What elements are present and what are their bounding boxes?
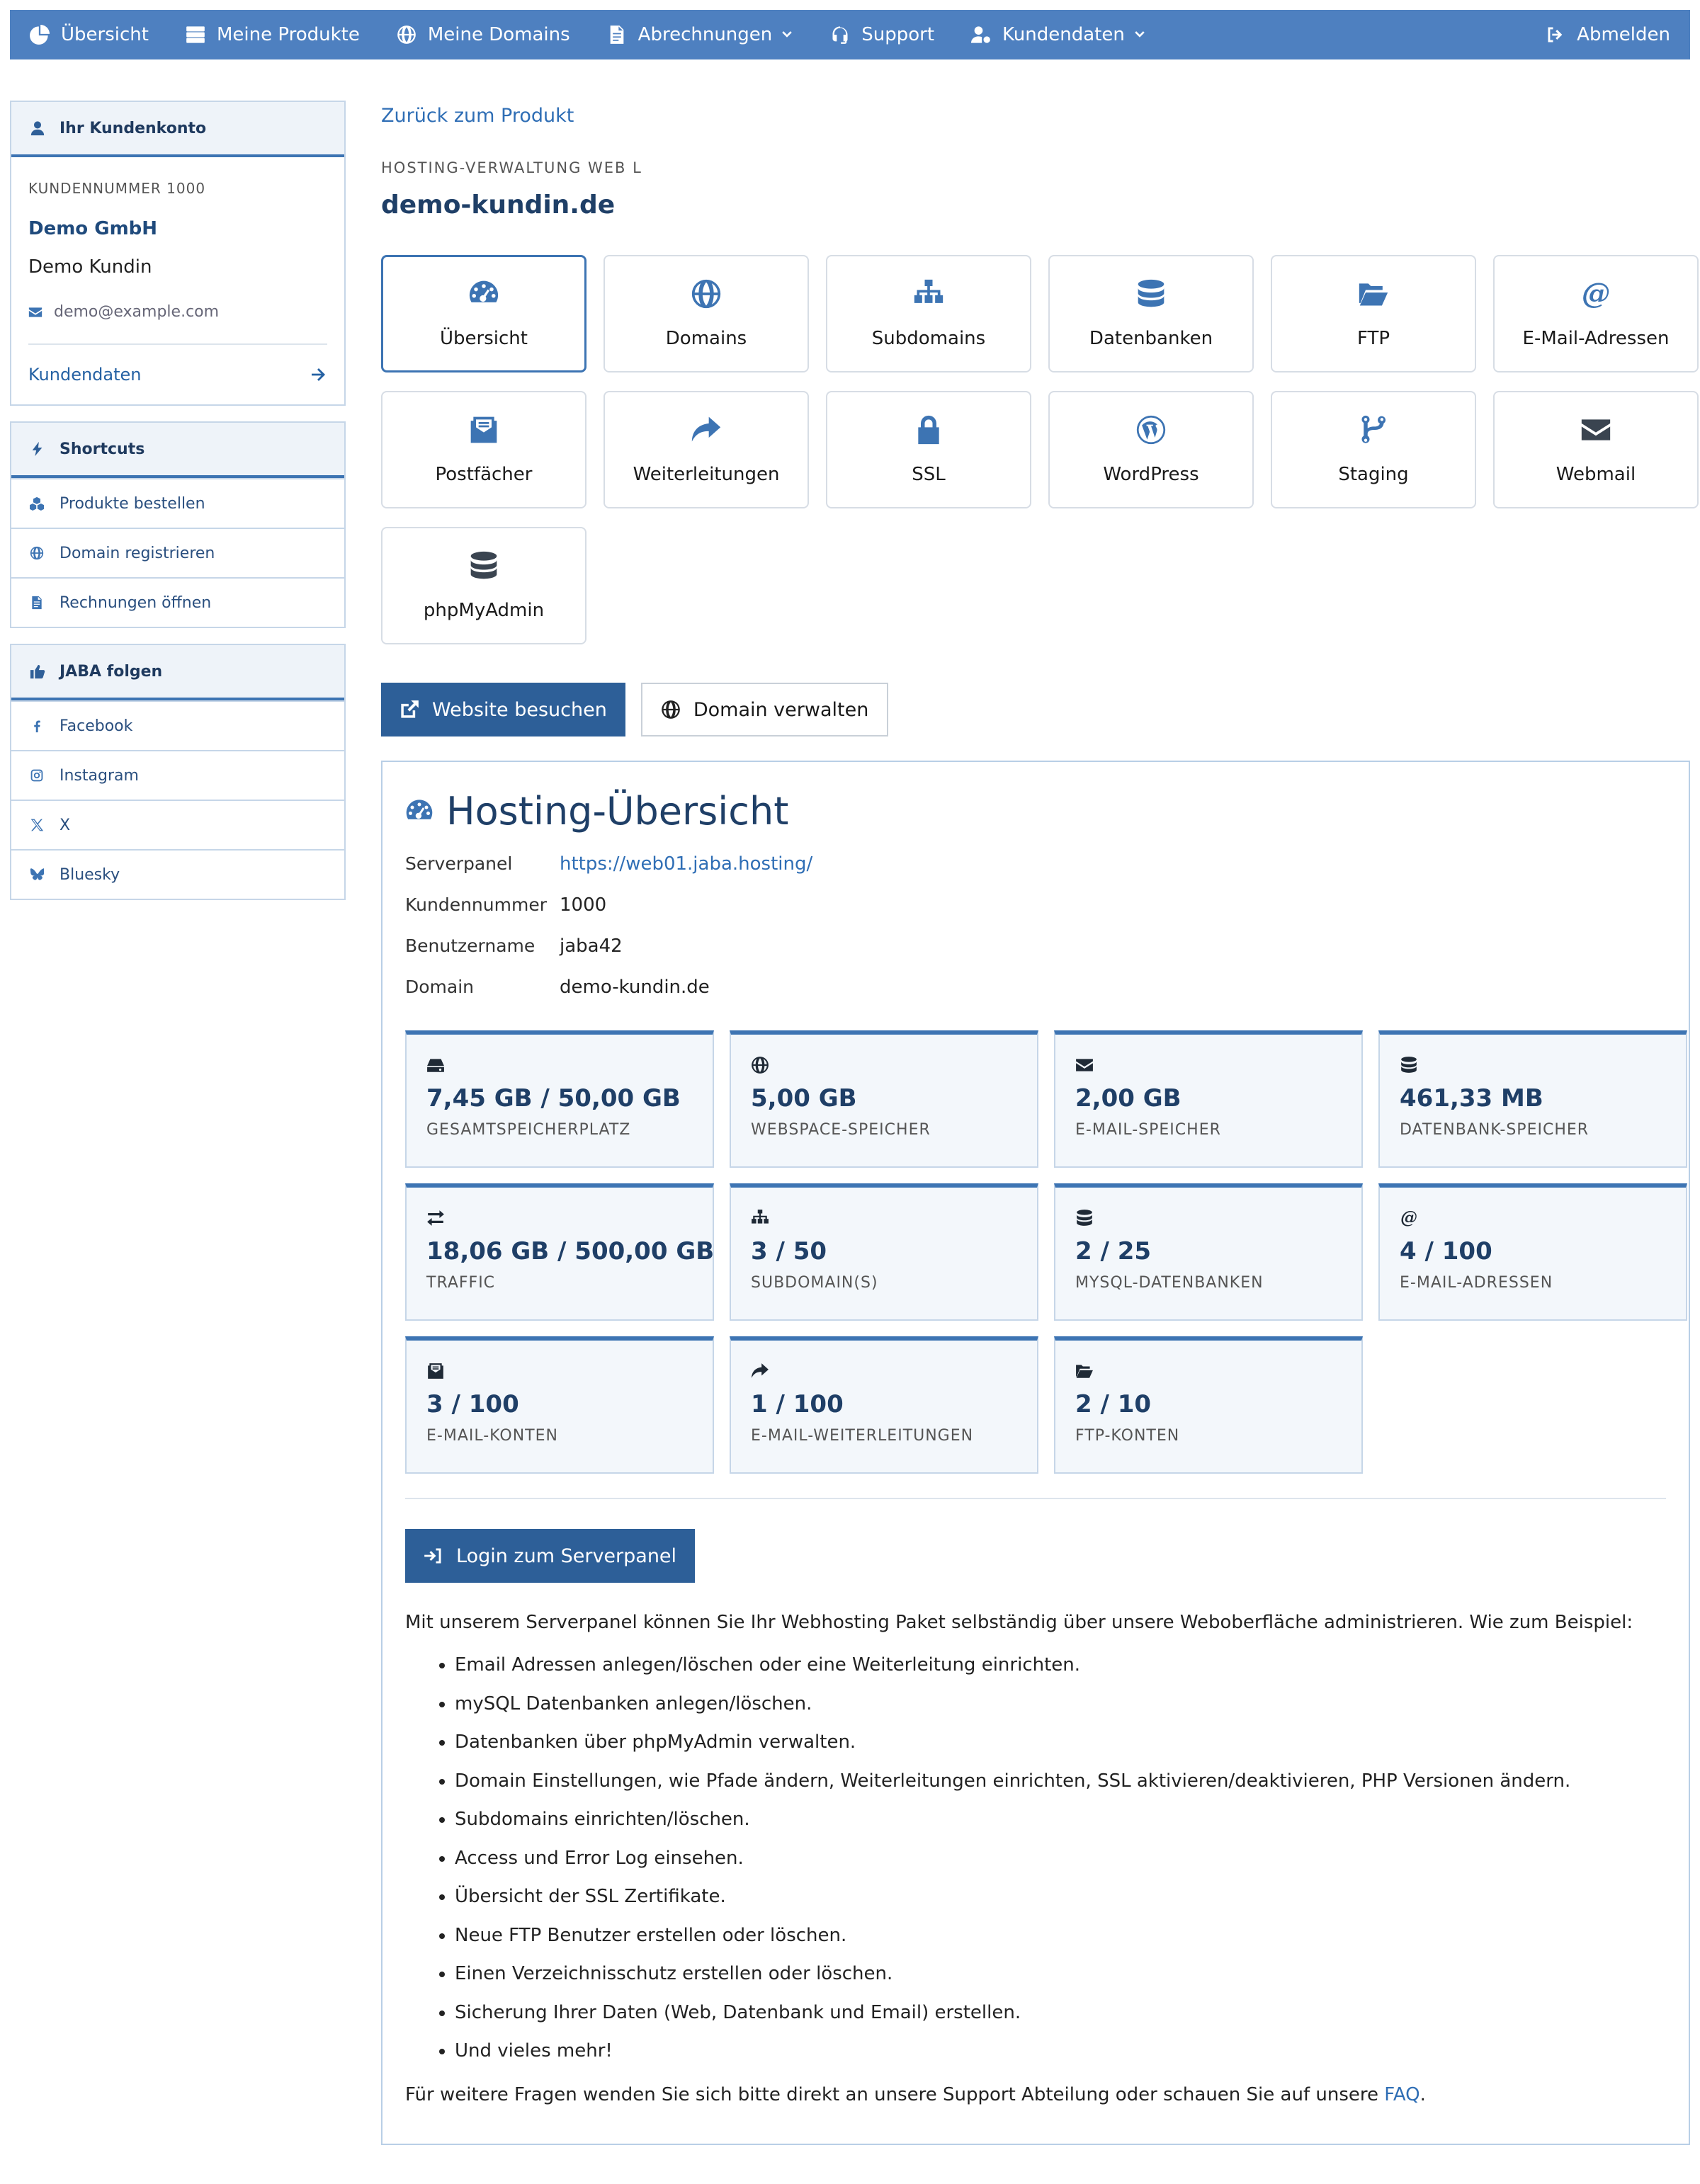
tile-label: Weiterleitungen (633, 464, 780, 485)
folder-open-icon (1075, 1362, 1094, 1380)
list-item: • Access und Error Log einsehen. (455, 1845, 1666, 1884)
nav-support[interactable] (812, 10, 953, 59)
envelope-icon (1580, 414, 1611, 445)
stat-card (730, 1336, 1038, 1474)
stat-value: 1 / 100 (751, 1390, 844, 1418)
stat-label: E-MAIL-KONTEN (426, 1427, 558, 1445)
shortcuts-box (10, 421, 346, 628)
at-icon (1400, 1209, 1418, 1227)
top-navbar (10, 10, 1690, 59)
gauge-icon (468, 278, 499, 309)
tile-label: Datenbanken (1089, 328, 1213, 349)
feature-tiles (381, 255, 1690, 644)
customer-email (28, 303, 327, 321)
bluesky-icon (30, 868, 44, 882)
stat-value: 3 / 100 (426, 1390, 519, 1418)
mailbox-icon (468, 414, 499, 445)
account-box (10, 101, 346, 406)
globe-icon (661, 700, 681, 720)
arrow-right-icon (310, 366, 327, 383)
tile-domains[interactable] (604, 255, 809, 372)
headset-icon (830, 25, 850, 45)
facebook-icon (30, 719, 44, 733)
follow-label: Facebook (60, 717, 133, 735)
stat-card (1054, 1183, 1363, 1321)
database-icon (1135, 278, 1167, 309)
sign-out-icon (1546, 25, 1565, 45)
code-branch-icon (1358, 414, 1389, 445)
lock-icon (913, 414, 944, 445)
invoice-icon (30, 596, 44, 610)
shortcuts-box-title: Shortcuts (60, 440, 145, 458)
envelope-icon (28, 305, 42, 319)
tile-webmail[interactable] (1493, 391, 1699, 508)
hdd-icon (426, 1056, 445, 1074)
stat-card (1378, 1183, 1687, 1321)
tile-label: WordPress (1103, 464, 1199, 485)
cubes-icon (30, 496, 44, 511)
customer-name: Demo Kundin (28, 256, 152, 278)
chevron-down-icon (1133, 28, 1146, 41)
visit-website-label: Website besuchen (432, 698, 607, 721)
tile-label: Domains (665, 328, 747, 349)
shortcut-label: Produkte bestellen (60, 494, 205, 513)
share-icon (691, 414, 722, 445)
product-subtitle: HOSTING-VERWALTUNG WEB L (381, 159, 642, 176)
info-value: jaba42 (560, 935, 623, 957)
nav-label: Support (861, 24, 935, 45)
shortcuts-box-header (11, 423, 344, 478)
shortcut-domain-registrieren[interactable] (11, 528, 344, 577)
stat-value: 5,00 GB (751, 1084, 857, 1113)
stat-label: TRAFFIC (426, 1274, 496, 1292)
back-to-product-link[interactable]: Zurück zum Produkt (381, 105, 574, 127)
account-box-header (11, 102, 344, 157)
stat-value: 7,45 GB / 50,00 GB (426, 1084, 681, 1113)
stat-value: 2,00 GB (1075, 1084, 1182, 1113)
svg-text:@: @ (1400, 1209, 1417, 1227)
hosting-info-list (405, 853, 1666, 1002)
list-item: • Domain Einstellungen, wie Pfade ändern, Weiterleitungen einrichten, SSL aktivieren/deaktivieren, PHP Versionen ändern. (455, 1768, 1666, 1807)
stat-label: SUBDOMAIN(S) (751, 1274, 878, 1292)
nav-label: Meine Produkte (216, 24, 360, 45)
tile-subdomains[interactable] (826, 255, 1031, 372)
list-item: • Sicherung Ihrer Daten (Web, Datenbank und Email) erstellen. (455, 2000, 1666, 2039)
svg-text:@: @ (1581, 278, 1611, 309)
tile-label: E-Mail-Adressen (1522, 328, 1670, 349)
page-title: demo-kundin.de (381, 190, 616, 220)
x-logo-icon (30, 818, 44, 832)
stat-label: E-MAIL-WEITERLEITUNGEN (751, 1427, 974, 1445)
list-item: • Datenbanken über phpMyAdmin verwalten. (455, 1729, 1666, 1768)
nav-label: Meine Domains (427, 24, 570, 45)
chevron-down-icon (781, 28, 793, 41)
info-label: Kundennummer (405, 894, 547, 915)
server-icon (186, 25, 205, 45)
main-content (381, 101, 1690, 2145)
shortcut-label: Domain registrieren (60, 544, 215, 562)
tile-label: Übersicht (440, 328, 528, 349)
nav-meine-produkte[interactable] (167, 10, 378, 59)
globe-icon (30, 546, 44, 560)
sidebar (10, 101, 346, 916)
nav-meine-domains[interactable] (378, 10, 589, 59)
chart-pie-icon (30, 25, 50, 45)
stat-label: E-MAIL-SPEICHER (1075, 1121, 1221, 1139)
tile-label: Postfächer (435, 464, 533, 485)
hosting-overview-panel (381, 761, 1690, 2145)
tile-wordpress[interactable] (1048, 391, 1254, 508)
folder-open-icon (1358, 278, 1389, 309)
tile-weiterleitungen[interactable] (604, 391, 809, 508)
globe-icon (397, 25, 416, 45)
nav-logout[interactable] (1527, 10, 1690, 59)
info-label: Domain (405, 977, 475, 997)
stat-label: FTP-KONTEN (1075, 1427, 1180, 1445)
follow-bluesky[interactable] (11, 849, 344, 899)
info-value: demo-kundin.de (560, 977, 710, 998)
manage-domain-button[interactable] (641, 683, 888, 736)
stat-card (405, 1336, 714, 1474)
tile-phpmyadmin[interactable] (381, 527, 586, 644)
follow-instagram[interactable] (11, 750, 344, 800)
database-icon (468, 550, 499, 581)
follow-box-header (11, 645, 344, 700)
follow-label: X (60, 816, 71, 834)
serverpanel-description: Mit unserem Serverpanel können Sie Ihr Webhosting Paket selbständig über unsere Weboberfläche administrieren. Wie zum Beispiel: (405, 1612, 1633, 1633)
stat-value: 2 / 25 (1075, 1237, 1152, 1266)
tile-label: FTP (1356, 328, 1390, 349)
company-name: Demo GmbH (28, 218, 158, 239)
follow-box-title: JABA folgen (60, 662, 163, 681)
stat-value: 3 / 50 (751, 1237, 827, 1266)
sitemap-icon (751, 1209, 769, 1227)
nav-label: Kundendaten (1002, 24, 1125, 45)
tile-label: Webmail (1556, 464, 1636, 485)
stat-label: MYSQL-DATENBANKEN (1075, 1274, 1264, 1292)
sitemap-icon (913, 278, 944, 309)
at-icon (1580, 278, 1611, 309)
login-serverpanel-button[interactable] (405, 1529, 695, 1583)
globe-icon (691, 278, 722, 309)
stat-card (730, 1183, 1038, 1321)
list-item: • Übersicht der SSL Zertifikate. (455, 1884, 1666, 1923)
thumbs-up-icon (30, 664, 45, 679)
tile-staging[interactable] (1271, 391, 1476, 508)
stat-card (405, 1183, 714, 1321)
tile-datenbanken[interactable] (1048, 255, 1254, 372)
stat-label: GESAMTSPEICHERPLATZ (426, 1121, 631, 1139)
bolt-icon (30, 441, 45, 457)
support-note-text: Für weitere Fragen wenden Sie sich bitte direkt an unsere Support Abteilung oder schauen Sie auf unsere (405, 2083, 1385, 2105)
follow-box (10, 644, 346, 900)
tile-uebersicht[interactable] (381, 255, 586, 372)
stat-card (1054, 1336, 1363, 1474)
stat-card (405, 1030, 714, 1168)
wordpress-icon (1135, 414, 1167, 445)
stat-value: 4 / 100 (1400, 1237, 1492, 1266)
nav-label: Übersicht (61, 24, 149, 45)
tile-ssl[interactable] (826, 391, 1031, 508)
sign-in-icon (424, 1546, 443, 1566)
nav-label: Abrechnungen (638, 24, 773, 45)
list-item: • Email Adressen anlegen/löschen oder eine Weiterleitung einrichten. (455, 1652, 1666, 1691)
login-serverpanel-label: Login zum Serverpanel (456, 1545, 677, 1567)
feature-list (405, 1652, 1666, 2077)
stat-label: WEBSPACE-SPEICHER (751, 1121, 931, 1139)
panel-title-text: Hosting-Übersicht (446, 789, 789, 834)
gauge-icon (405, 797, 434, 826)
nav-label: Abmelden (1577, 24, 1670, 45)
nav-uebersicht[interactable] (10, 10, 167, 59)
usage-stats (405, 1030, 1666, 1474)
database-icon (1075, 1209, 1094, 1227)
invoice-icon (607, 25, 627, 45)
tile-ftp[interactable] (1271, 255, 1476, 372)
globe-icon (751, 1056, 769, 1074)
manage-domain-label: Domain verwalten (693, 698, 869, 721)
list-item: • mySQL Datenbanken anlegen/löschen. (455, 1691, 1666, 1730)
tile-label: Staging (1338, 464, 1409, 485)
envelope-icon (1075, 1056, 1094, 1074)
info-value: 1000 (560, 894, 607, 916)
nav-kundendaten[interactable] (953, 10, 1164, 59)
share-icon (751, 1362, 769, 1380)
tile-postfaecher[interactable] (381, 391, 586, 508)
database-icon (1400, 1056, 1418, 1074)
tile-label: phpMyAdmin (423, 600, 545, 621)
stat-card (1378, 1030, 1687, 1168)
stat-label: DATENBANK-SPEICHER (1400, 1121, 1590, 1139)
info-label: Benutzername (405, 935, 536, 956)
shortcut-produkte-bestellen[interactable] (11, 478, 344, 528)
tile-email-adressen[interactable] (1493, 255, 1699, 372)
follow-label: Bluesky (60, 865, 120, 884)
action-buttons (381, 683, 1690, 736)
stat-value: 2 / 10 (1075, 1390, 1152, 1418)
divider (405, 1498, 1666, 1499)
tile-label: SSL (912, 464, 946, 485)
follow-label: Instagram (60, 766, 139, 785)
external-link-icon (400, 700, 419, 720)
visit-website-button[interactable] (381, 683, 625, 736)
customer-number: KUNDENNUMMER 1000 (28, 180, 206, 197)
mailbox-icon (426, 1362, 445, 1380)
stat-label: E-MAIL-ADRESSEN (1400, 1274, 1553, 1292)
shortcut-label: Rechnungen öffnen (60, 593, 212, 612)
list-item: • Einen Verzeichnisschutz erstellen oder löschen. (455, 1961, 1666, 2000)
stat-value: 461,33 MB (1400, 1084, 1543, 1113)
kundendaten-link-label: Kundendaten (28, 365, 142, 385)
account-box-title: Ihr Kundenkonto (60, 119, 207, 137)
user-icon (30, 120, 45, 136)
list-item: • Subdomains einrichten/löschen. (455, 1807, 1666, 1845)
info-label: Serverpanel (405, 853, 513, 874)
exchange-icon (426, 1209, 445, 1227)
instagram-icon (30, 768, 44, 783)
email-text: demo@example.com (54, 303, 220, 321)
follow-facebook[interactable] (11, 700, 344, 750)
tile-label: Subdomains (871, 328, 986, 349)
support-note-end: . (1420, 2083, 1426, 2105)
list-item: • Und vieles mehr! (455, 2038, 1666, 2077)
faq-link[interactable]: FAQ (1384, 2083, 1420, 2105)
serverpanel-link[interactable]: https://web01.jaba.hosting/ (560, 853, 813, 875)
list-item: • Neue FTP Benutzer erstellen oder löschen. (455, 1923, 1666, 1962)
user-gear-icon (971, 25, 991, 45)
nav-abrechnungen[interactable] (589, 10, 812, 59)
stat-card (1054, 1030, 1363, 1168)
kundendaten-link[interactable] (28, 345, 327, 404)
stat-card (730, 1030, 1038, 1168)
panel-title (405, 789, 1666, 834)
follow-x[interactable] (11, 800, 344, 849)
shortcut-rechnungen-oeffnen[interactable] (11, 577, 344, 627)
stat-value: 18,06 GB / 500,00 GB (426, 1237, 715, 1266)
support-note (405, 2084, 1666, 2105)
